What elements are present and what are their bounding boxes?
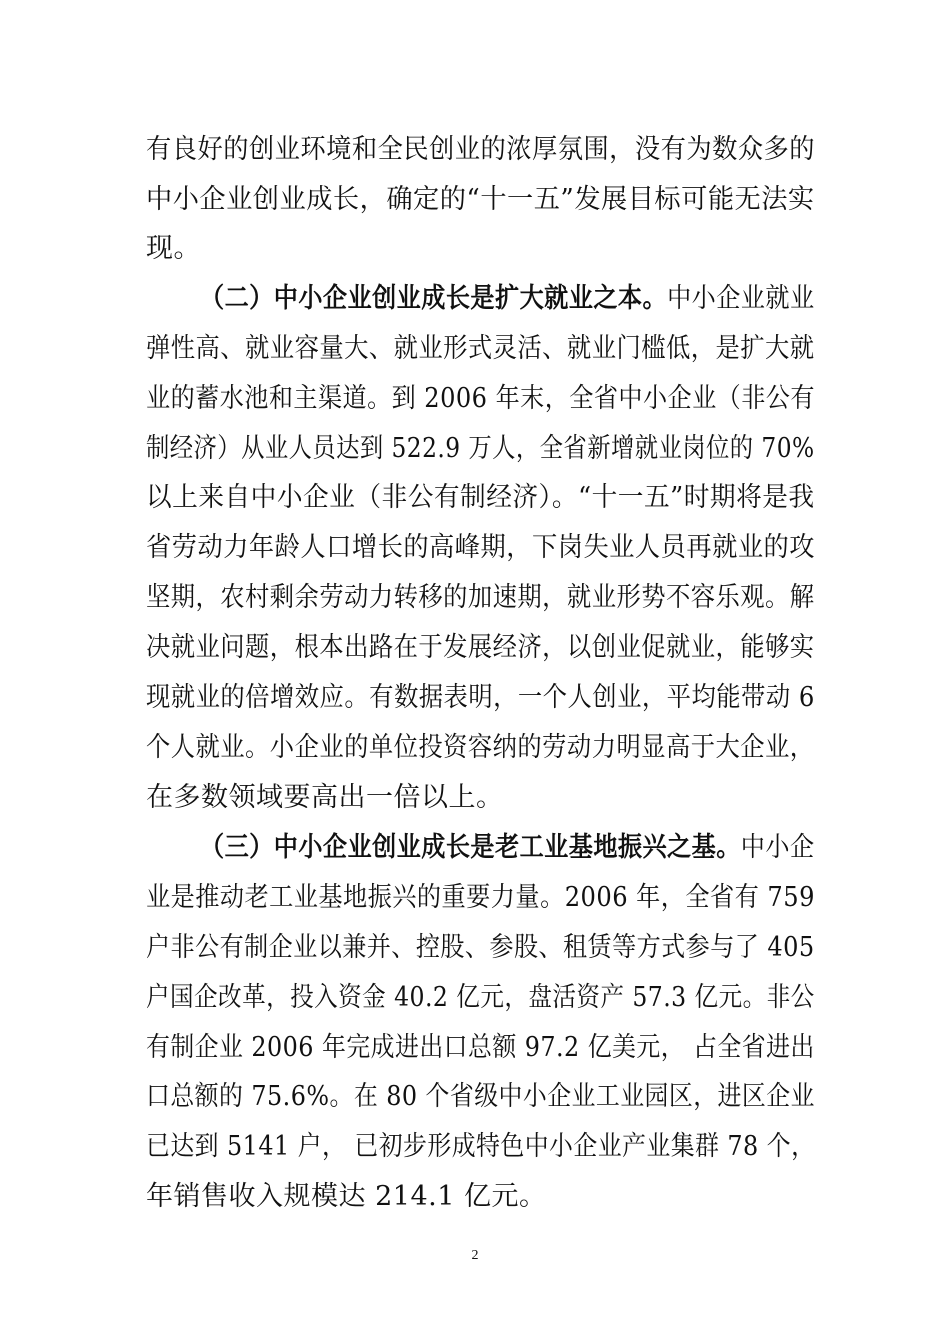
paragraph-3-line: 已达到 5141 户， 已初步形成特色中小企业产业集群 78 个， [146,1131,816,1162]
paragraph-3-line: 口总额的 75.6%。在 80 个省级中小企业工业园区，进区企业 [146,1081,815,1112]
paragraph-3-lead-text: 中小企 [740,832,815,863]
paragraph-2-line: 以上来自中小企业（非公有制经济）。“十一五”时期将是我 [146,482,815,513]
paragraph-3-line: 户非公有制企业以兼并、控股、参股、租赁等方式参与了 405 [146,932,815,963]
paragraph-3-first-line [200,830,815,866]
paragraph-3-line: 有制企业 2006 年完成进出口总额 97.2 亿美元， 占全省进出 [146,1032,815,1063]
paragraph-2-line: 省劳动力年龄人口增长的高峰期，下岗失业人员再就业的攻 [146,532,816,563]
section-heading-3: （三）中小企业创业成长是老工业基地振兴之基。 [200,832,741,863]
paragraph-3-line: 年销售收入规模达 214.1 亿元。 [146,1181,547,1212]
paragraph-2-line: 在多数领域要高出一倍以上。 [146,782,504,813]
paragraph-2-lead-text: 中小企业就业 [667,283,815,314]
paragraph-1-line: 中小企业创业成长，确定的“十一五”发展目标可能无法实 [146,184,815,215]
paragraph-1-line: 有良好的创业环境和全民创业的浓厚氛围，没有为数众多的 [146,134,816,165]
paragraph-2-line: 现就业的倍增效应。有数据表明，一个人创业，平均能带动 6 [146,682,815,713]
paragraph-2-line: 坚期，农村剩余劳动力转移的加速期，就业形势不容乐观。解 [146,582,815,613]
paragraph-2-first-line [200,281,815,317]
paragraph-1-line: 现。 [146,233,201,264]
paragraph-2-line: 个人就业。小企业的单位投资容纳的劳动力明显高于大企业， [146,732,815,763]
paragraph-3-line: 户国企改革，投入资金 40.2 亿元，盘活资产 57.3 亿元。非公 [146,982,815,1013]
paragraph-2-line: 弹性高、就业容量大、就业形式灵活、就业门槛低，是扩大就 [146,333,815,364]
paragraph-3-line: 业是推动老工业基地振兴的重要力量。2006 年，全省有 759 [146,882,815,913]
section-heading-2: （二）中小企业创业成长是扩大就业之本。 [200,283,668,314]
paragraph-2-line: 制经济）从业人员达到 522.9 万人，全省新增就业岗位的 70% [146,433,815,464]
paragraph-2-line: 决就业问题，根本出路在于发展经济，以创业促就业，能够实 [146,632,815,663]
paragraph-2-line: 业的蓄水池和主渠道。到 2006 年末，全省中小企业（非公有 [146,383,815,414]
page-number: 2 [471,1248,479,1263]
